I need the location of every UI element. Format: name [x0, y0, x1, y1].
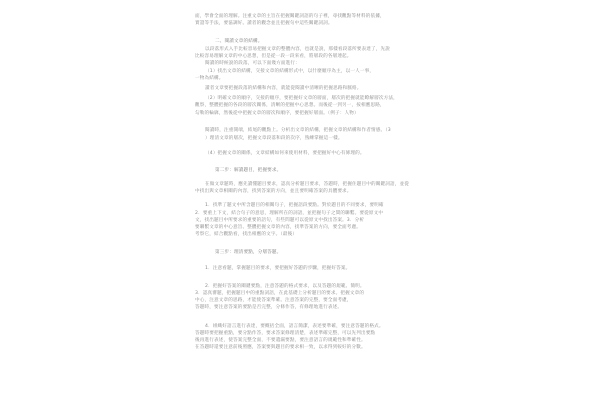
text-line: （4）把握文章的關係，文章結構如何來使用材料，要把握好中心有條理的。	[205, 151, 365, 156]
text-line: 2．把握好答案的關鍵要點，注意答題的格式要求，以及答題的規範、簡明。	[205, 284, 365, 289]
text-line: 比較容易理解文章的中心思想，但是從一段一段來看，將層段的各層連起。	[195, 54, 352, 59]
text-line: 後再進行表述，使答案完整全面，不要遺漏要點，要注意語言的規範性和準確性。	[195, 338, 366, 343]
text-line: 讀者文章要把握段落的結構和內容，就能從閱讀中清晰的把握思路和脈絡。	[205, 86, 362, 91]
text-line: 觀察，整體把握的各段的層次關係，清晰的把握中心思想。而後從一到另一，按相應思路，	[195, 103, 385, 108]
text-line: 3．認真審題，把握題目中的重點詞語，在此基礎上分析題目的要求。把握文章的	[195, 291, 365, 296]
text-line: 實證等手法，要協調好。讀者的觀念並且把握句中這些關鍵詞詞。	[195, 21, 333, 26]
section-heading: 第二步：解讀題目，把握要求。	[215, 168, 282, 173]
text-line: 中心，注意文章的思路，才能使答案準確。注意答案的完整，要全面考慮，	[195, 298, 352, 303]
text-line: 2．要重上下文，結合句子的意思，理解所在的詞語，並把握句子之間的聯繫。要從原文中	[195, 211, 384, 216]
text-line: 在做文章題時，應先讀懂題目要求，認真分析題目要求，答題時，把握住題目中的關鍵詞語，並從	[205, 182, 409, 187]
text-line: 考察它，結合觀點看，找出相應的文字。（最後）	[195, 232, 298, 237]
section-heading: 二、閱讀文章的結構。	[215, 39, 263, 44]
text-line: 以段落形式入手比較容易把握文章的整體內容，也就是說，那樣看段落所要表達了，先說	[205, 47, 391, 52]
text-line: ）理清文章的層次，把握文章段落和段的次序，熟練掌握這一樣。	[205, 136, 343, 141]
text-line: 文，找出題目中所要求的重要的語句，有些問題可以從原文中找出答案。3．分析	[195, 218, 365, 223]
text-line: 中找出與文章相關的內容，找到答案的方向，並且要明確答案的具體要求。	[195, 189, 352, 194]
text-line: 4．組織好語言進行表達，要概括全面，語言簡潔，表述要準確，要注意答題的格式。	[205, 324, 384, 329]
text-line: （1）找出文章的結構，交接文章的結構形式中，以什麼順序為主，以一人一事，	[205, 69, 375, 74]
text-line: 在答題時還要注意前後照應，答案要與題目的要求相一致，以求得到較好的分數。	[195, 345, 366, 350]
text-line: 答題時，要注意答案的要點是否完整，分條作答，有條理地進行表述。	[195, 305, 343, 310]
text-line: 閱讀的時候說的段落，可以下面幾方面進行：	[205, 61, 300, 66]
text-line: 一物為結構。	[195, 76, 224, 81]
text-line: 1．找準了題文中所含題目的相關句子，把握語段要點。對於題目的不同要求，要明確	[205, 203, 384, 208]
section-heading: 第三步：理清要點，分層答題。	[215, 250, 282, 255]
text-line: 答題時要把握重點，要分點作答，要求答案條理清楚，表述準確完整，可以先列出要點	[195, 331, 376, 336]
text-line: 勾勒的輪廓，然後從中把握文章的層次和順序，要把握好層面。（例子：人物）	[195, 111, 359, 116]
text-line: 要聯繫文章的中心意旨、整體把握文章的內容，找準答案的方向，要全面考慮。	[195, 225, 362, 230]
text-line: （2）明確文章的順序，交接的順序，要把握好文章的層面，層次的把握就能瞭解層次方法，	[205, 96, 398, 101]
text-line: 面，學會全面的理解。注重文章的主旨在把握關鍵詞語的句子裡，尋找觀點等材料的依據，	[195, 14, 385, 19]
text-line: 閱讀時，注重開端，結尾的觀點上。分析出文章的結構，把握文章的結構和作者情感。（3	[205, 128, 391, 133]
text-line: 1．注意看題，掌握題目的要求，要把握好答題的步驟，把握好答案。	[205, 266, 351, 271]
